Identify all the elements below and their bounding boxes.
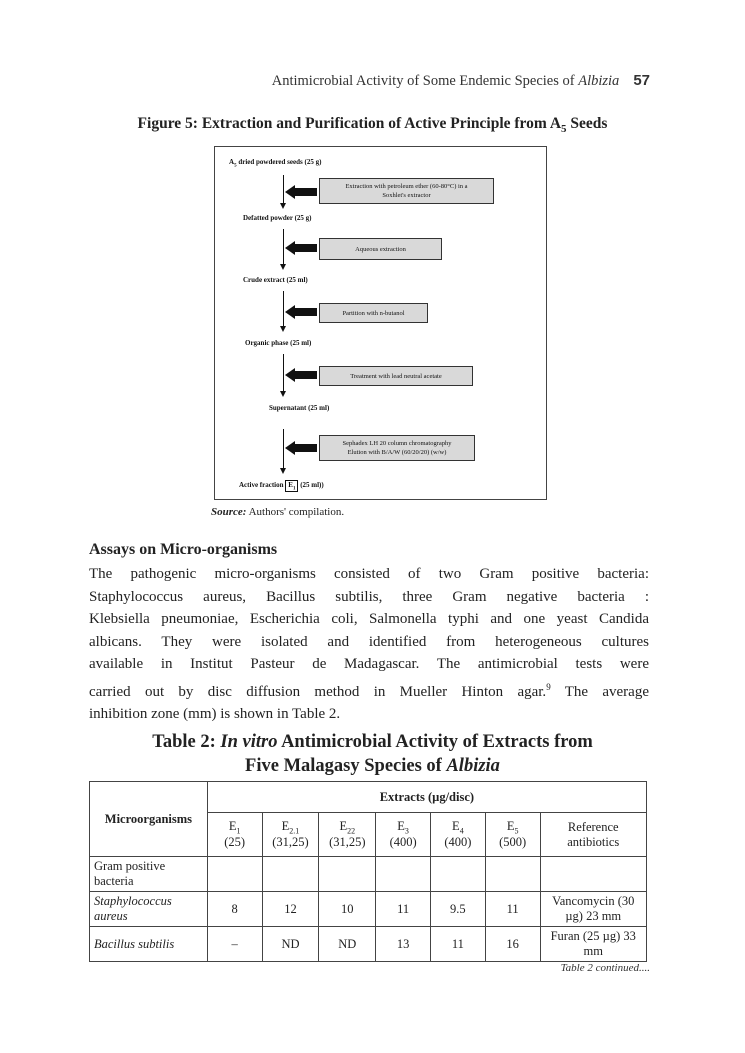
arrow-down-3-head xyxy=(280,326,286,332)
col-e3-sub: 3 xyxy=(404,826,409,836)
col-e1-dose: (25) xyxy=(224,835,246,850)
col-e4-sub: 4 xyxy=(459,826,464,836)
step-1-line2: Soxhlet's extractor xyxy=(382,192,431,199)
table-cell xyxy=(430,857,485,892)
step-lead-acetate: Treatment with lead neutral acetate xyxy=(319,366,473,386)
para-line-6-text: carried out by disc diffusion method in Mueller Hinton agar. xyxy=(89,683,547,700)
table-cell: 13 xyxy=(376,927,431,962)
col-e22 xyxy=(319,813,376,857)
running-title-genus: Albizia xyxy=(578,73,620,89)
stage-seeds-prefix: A xyxy=(229,158,235,166)
active-fraction-e1-box xyxy=(285,480,298,492)
col-e21-dose: (31,25) xyxy=(272,835,309,850)
figure-title-sub: 5 xyxy=(561,123,567,136)
step-5-line1: Sephadex LH 20 column chromatography xyxy=(342,440,452,447)
arrow-left-3 xyxy=(295,308,317,316)
figure-source xyxy=(211,506,344,518)
para-line-2: Staphylococcus aureus, Bacillus subtilis, three Gram negative bacteria : xyxy=(89,588,649,605)
col-e1-name: E xyxy=(228,818,237,833)
arrow-down-5 xyxy=(283,429,284,469)
col-e22-sub: 22 xyxy=(347,826,356,836)
table-title-prefix: Table 2: xyxy=(152,732,221,752)
header-microorganisms: Microorganisms xyxy=(90,782,208,857)
arrow-left-1 xyxy=(295,188,317,196)
arrow-left-4 xyxy=(295,371,317,379)
source-label: Source: xyxy=(211,506,247,518)
active-fraction-amount: (25 ml)) xyxy=(298,481,324,489)
table-cell: 11 xyxy=(485,892,540,927)
arrow-down-5-head xyxy=(280,468,286,474)
stage-crude-extract: Crude extract (25 ml) xyxy=(243,276,308,284)
header-extracts: Extracts (µg/disc) xyxy=(207,782,646,813)
figure-title-text: Figure 5: Extraction and Purification of Active Principle from A xyxy=(137,115,562,132)
stage-seeds xyxy=(229,158,321,168)
step-petroleum-extraction xyxy=(319,178,494,204)
organism-name: Staphylococcus aureus xyxy=(90,892,208,927)
col-e22-name: E xyxy=(339,818,348,833)
col-e21-sub: 2.1 xyxy=(289,826,300,836)
e1-letter: E xyxy=(288,481,293,489)
figure-title xyxy=(0,115,745,135)
stage-defatted: Defatted powder (25 g) xyxy=(243,214,312,222)
page-number: 57 xyxy=(633,72,650,89)
table-row-group xyxy=(90,857,647,892)
table-title-line2: Five Malagasy Species of xyxy=(245,756,447,776)
arrow-down-2 xyxy=(283,229,284,265)
reference-cell: Furan (25 µg) 33 mm xyxy=(540,927,646,962)
body-paragraph xyxy=(89,563,649,726)
stage-active-fraction xyxy=(239,480,324,492)
arrow-left-4-head xyxy=(285,368,295,382)
para-line-6 xyxy=(89,676,649,704)
arrow-down-4-head xyxy=(280,391,286,397)
col-e21 xyxy=(262,813,319,857)
active-fraction-label: Active fraction xyxy=(239,481,286,489)
running-head xyxy=(0,72,650,90)
arrow-down-4 xyxy=(283,354,284,392)
col-e5-sub: 5 xyxy=(514,826,519,836)
para-line-1: The pathogenic micro-organisms consisted of two Gram positive bacteria: xyxy=(89,566,649,582)
table-title xyxy=(0,730,745,778)
col-e3 xyxy=(376,813,431,857)
table-cell xyxy=(262,857,319,892)
table-cell: 9.5 xyxy=(430,892,485,927)
table-row xyxy=(90,892,647,927)
extraction-flowchart xyxy=(214,146,547,500)
para-line-5: available in Institut Pasteur de Madagascar. The antimicrobial tests were xyxy=(89,656,649,672)
col-e22-dose: (31,25) xyxy=(329,835,366,850)
table-cell xyxy=(207,857,262,892)
table-cell: 11 xyxy=(376,892,431,927)
table-cell xyxy=(540,857,646,892)
e1-sub: 1 xyxy=(292,486,296,492)
col-e4 xyxy=(430,813,485,857)
col-e1 xyxy=(207,813,262,857)
antimicrobial-table xyxy=(89,781,647,962)
table-cell: ND xyxy=(319,927,376,962)
step-butanol-partition: Partition with n-butanol xyxy=(319,303,428,323)
col-e3-name: E xyxy=(397,818,405,833)
arrow-left-2 xyxy=(295,244,317,252)
arrow-down-1 xyxy=(283,175,284,205)
para-line-7: inhibition zone (mm) is shown in Table 2. xyxy=(89,706,341,722)
table-cell xyxy=(319,857,376,892)
table-title-genus: Albizia xyxy=(446,756,500,776)
section-heading: Assays on Micro-organisms xyxy=(89,541,278,558)
table-cell: ND xyxy=(262,927,319,962)
col-e4-dose: (400) xyxy=(444,835,472,850)
table-cell: 10 xyxy=(319,892,376,927)
table-cell: 8 xyxy=(207,892,262,927)
table-cell: 11 xyxy=(430,927,485,962)
table-cell: – xyxy=(207,927,262,962)
source-text: Authors' compilation. xyxy=(246,506,345,518)
table-cell xyxy=(485,857,540,892)
step-1-line1: Extraction with petroleum ether (60-80°C) in a xyxy=(345,183,468,190)
para-line-3: Klebsiella pneumoniae, Escherichia coli, Salmonella typhi and one yeast Candida xyxy=(89,611,649,627)
col-e21-name: E xyxy=(281,818,290,833)
table-title-mid: Antimicrobial Activity of Extracts from xyxy=(277,732,593,752)
col-e1-sub: 1 xyxy=(236,826,241,836)
col-e4-name: E xyxy=(452,818,460,833)
organism-name: Bacillus subtilis xyxy=(90,927,208,962)
table-header-row-1 xyxy=(90,782,647,813)
arrow-down-3 xyxy=(283,291,284,327)
group-label: Gram positive bacteria xyxy=(90,857,208,892)
col-e5-name: E xyxy=(506,818,515,833)
step-5-line2: Elution with B/A/W (60/20/20) (w/w) xyxy=(347,449,447,456)
table-row xyxy=(90,927,647,962)
reference-cell: Vancomycin (30 µg) 23 mm xyxy=(540,892,646,927)
step-aqueous-extraction: Aqueous extraction xyxy=(319,238,442,260)
figure-title-suffix: Seeds xyxy=(566,115,608,132)
stage-supernatant: Supernatant (25 ml) xyxy=(269,404,330,412)
table-title-italic: In vitro xyxy=(220,732,278,752)
col-e5 xyxy=(485,813,540,857)
stage-seeds-sub: 5 xyxy=(234,163,237,169)
table-cell: 16 xyxy=(485,927,540,962)
step-sephadex-chromatography xyxy=(319,435,475,461)
col-e3-dose: (400) xyxy=(389,835,417,850)
arrow-left-2-head xyxy=(285,241,295,255)
table-cell: 12 xyxy=(262,892,319,927)
col-reference: Reference antibiotics xyxy=(540,813,646,857)
stage-seeds-text: dried powdered seeds (25 g) xyxy=(238,158,322,166)
table-continued-note: Table 2 continued.... xyxy=(560,962,650,974)
arrow-down-2-head xyxy=(280,264,286,270)
running-title: Antimicrobial Activity of Some Endemic Species of xyxy=(271,73,579,89)
col-e5-dose: (500) xyxy=(499,835,527,850)
arrow-left-1-head xyxy=(285,185,295,199)
para-line-6-tail: The average xyxy=(550,683,649,700)
footnote-ref[interactable]: 9 xyxy=(546,681,551,692)
stage-organic-phase: Organic phase (25 ml) xyxy=(245,339,312,347)
arrow-left-3-head xyxy=(285,305,295,319)
table-cell xyxy=(376,857,431,892)
arrow-down-1-head xyxy=(280,203,286,209)
para-line-4: albicans. They were isolated and identified from heterogeneous cultures xyxy=(89,633,649,650)
arrow-left-5 xyxy=(295,444,317,452)
arrow-left-5-head xyxy=(285,441,295,455)
